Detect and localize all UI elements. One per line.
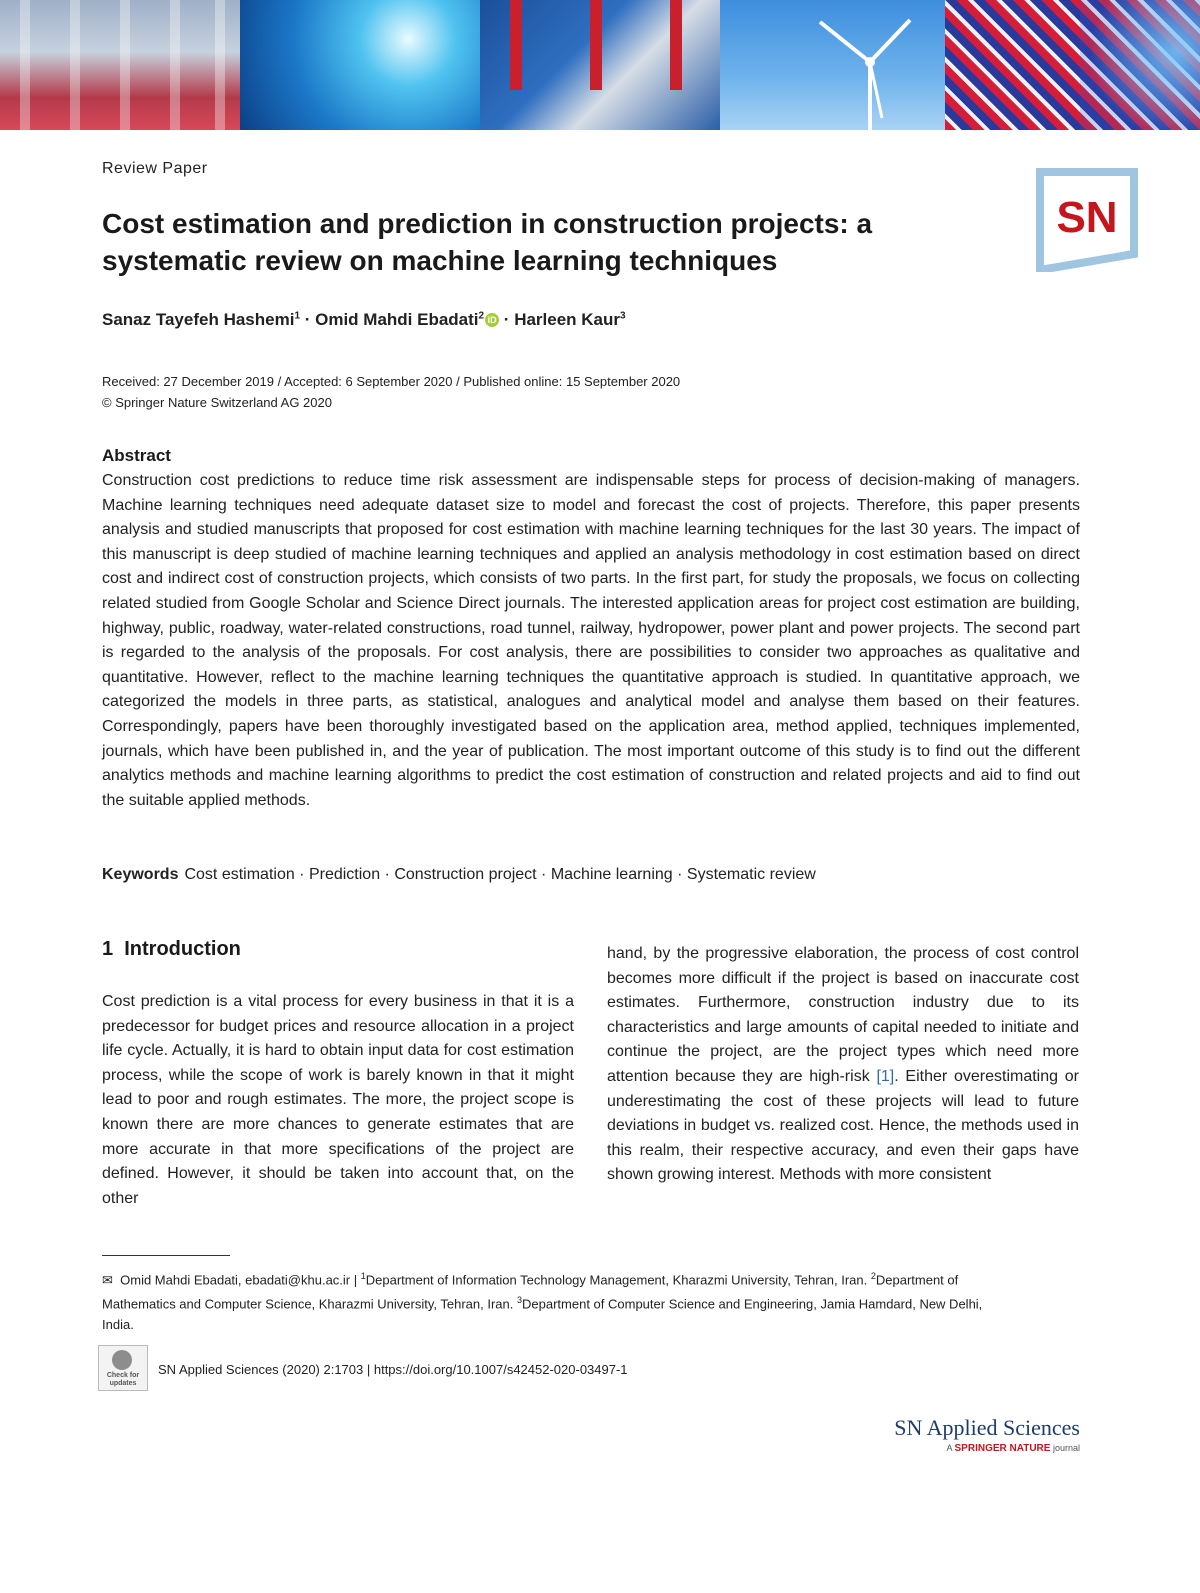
- check-for-updates-badge[interactable]: Check for updates: [98, 1345, 148, 1391]
- keywords-label: Keywords: [102, 866, 179, 883]
- section-title: Introduction: [124, 938, 241, 960]
- keywords: [102, 866, 816, 884]
- sn-logo-text: SN: [1056, 193, 1118, 242]
- affiliation-mark: 1: [294, 310, 300, 322]
- author-name[interactable]: Omid Mahdi Ebadati: [315, 310, 479, 329]
- abstract-heading: Abstract: [102, 446, 171, 465]
- publisher-name: SPRINGER NATURE: [954, 1443, 1051, 1454]
- envelope-icon: ✉: [102, 1272, 113, 1288]
- author-list: Sanaz Tayefeh Hashemi$^1$ · Omid Mahdi Ebadati$^2$ iD · Harleen Kaur$^3$: [102, 310, 626, 329]
- banner-image-wind-turbine: [720, 0, 945, 130]
- abstract-text: Construction cost predictions to reduce time risk assessment are indispensable steps for process of decision-making of managers. Machine learning techniques need adequate dataset size to model and forecast the cost of projects. Therefore, this paper presents analysis and studied manuscripts that proposed for cost estimation with machine learning techniques for the last 30 years. The impact of this manuscript is deep studied of machine learning techniques and applied an analysis methodology in cost estimation based on direct cost and indirect cost of construction projects, which consists of two parts. In the first part, for study the proposals, we focus on collecting related studied from Google Scholar and Science Direct journals. The interested application areas for project cost estimation are building, highway, public, roadway, water-related constructions, road tunnel, railway, hydropower, power plant and power projects. The second part is regarded to the analysis of the proposals. For cost analysis, there are possibilities to consider two approaches as qualitative and quantitative. However, reflect to the machine learning techniques the quantitative approach is studied. In quantitative approach, we categorized the models in three parts, as statistical, analogues and analytical model and analyse them based on their features. Correspondingly, papers have been thoroughly investigated based on the application area, method applied, techniques implemented, journals, which have been published in, and the year of publication. The most important outcome of this study is to find out the different analytics methods and machine learning algorithms to predict the cost estimation of construction and related projects and aid to find out the suitable applied methods.: [102, 472, 1080, 809]
- introduction-column-2: hand, by the progressive elaboration, the process of cost control becomes more difficult if the project is based on inaccurate cost estimates. Furthermore, construction industry due to its characteristics and large amounts of capital needed to initiate and continue the project, are the project types which need more attention because they are high-risk [1]. Either overestimating or underestimating the cost of these projects will lead to future deviations in budget vs. realized cost. Hence, the methods used in this realm, their respective accuracy, and even their gaps have shown growing interest. Methods with more consistent: [607, 945, 1079, 1184]
- author-name[interactable]: Harleen Kaur: [514, 310, 621, 329]
- section-heading-introduction: [102, 938, 241, 961]
- introduction-column-1: Cost prediction is a vital process for every business in that it is a predecessor for budget prices and resource allocation in a project life cycle. Actually, it is hard to obtain input data for cost estimation process, while the scope of work is barely known in that it might lead to poor and rough estimates. The more, the project scope is known there are more chances to generate estimates that are more accurate in that more specifications of the project are defined. However, it should be taken into account that, on the other: [102, 993, 574, 1207]
- publication-dates: [102, 371, 680, 413]
- banner-image-light-waves: [240, 0, 480, 130]
- journal-tagline: A SPRINGER NATURE journal: [946, 1443, 1080, 1454]
- article-type: Review Paper: [102, 160, 208, 177]
- journal-name: SN Applied Sciences: [894, 1415, 1080, 1440]
- citation-doi[interactable]: SN Applied Sciences (2020) 2:1703 | https://doi.org/10.1007/s42452-020-03497-1: [158, 1362, 628, 1377]
- author-name[interactable]: Sanaz Tayefeh Hashemi: [102, 310, 295, 329]
- copyright-line: © Springer Nature Switzerland AG 2020: [102, 395, 332, 410]
- affiliation-mark: 2: [478, 310, 485, 322]
- keywords-list: Cost estimation · Prediction · Construction project · Machine learning · Systematic review: [184, 866, 816, 883]
- contact-email[interactable]: Omid Mahdi Ebadati, ebadati@khu.ac.ir: [120, 1272, 351, 1288]
- orcid-icon[interactable]: iD: [485, 313, 499, 327]
- reference-link[interactable]: [1]: [876, 1067, 895, 1085]
- dates-line: Received: 27 December 2019 / Accepted: 6 September 2020 / Published online: 15 September 2020: [102, 374, 681, 389]
- banner-image-molecular: [945, 0, 1200, 130]
- banner-image-test-tubes: [0, 0, 240, 130]
- footnote-divider: [102, 1255, 230, 1256]
- check-updates-icon: [112, 1350, 132, 1370]
- section-number: 1: [102, 938, 114, 960]
- sn-logo: [1034, 166, 1140, 272]
- banner-image-machinery: [480, 0, 720, 130]
- footnote: ✉ Omid Mahdi Ebadati, ebadati@khu.ac.ir | $^1$Department of Information Technology Management, Kharazmi University, Tehran, Iran. $^2$Department of Mathematics and Computer Science, Kharazmi University, Tehran, Iran. $^3$Department of Computer Science and Engineering, Jamia Hamdard, New Delhi, India.: [102, 1271, 983, 1332]
- affiliation-mark: 3: [620, 310, 626, 322]
- page-title: Cost estimation and prediction in construction projects: a systematic review on machine learning techniques: [102, 208, 873, 276]
- header-banner: [0, 0, 1200, 130]
